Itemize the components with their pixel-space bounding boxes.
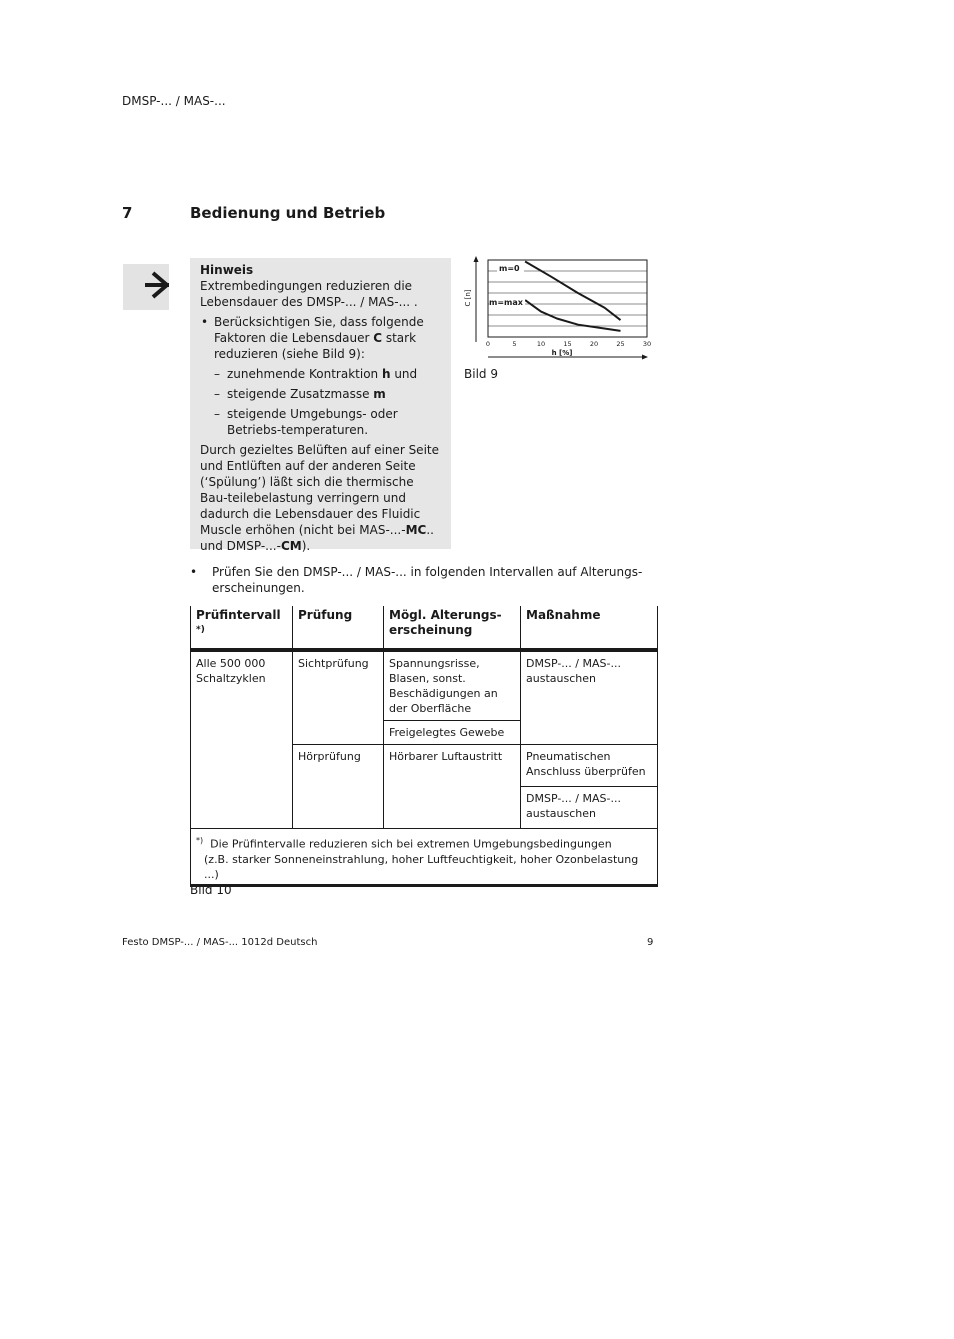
header-interval-sup: *) xyxy=(196,625,205,635)
x-tick-label: 30 xyxy=(642,340,652,348)
dash-bold-2: m xyxy=(373,387,386,401)
note-para-text-3: ). xyxy=(301,539,311,553)
inspection-bullet-text: Prüfen Sie den DMSP-... / MAS-... in folgenden Intervallen auf Alterungs-erscheinungen. xyxy=(212,565,643,595)
arrow-right-icon xyxy=(123,264,169,310)
section-title: Bedienung und Betrieb xyxy=(190,204,386,222)
x-tick-label: 15 xyxy=(563,340,572,348)
note-intro: Extrembedingungen reduzieren die Lebensdauer des DMSP-... / MAS-... . xyxy=(200,279,418,309)
dash-marker: – xyxy=(214,407,220,421)
header-interval-text: Prüfintervall xyxy=(196,608,281,622)
figure-10-caption: Bild 10 xyxy=(190,883,232,897)
cell-check-audio: Hörprüfung xyxy=(293,745,384,829)
bullet-marker: • xyxy=(201,315,209,329)
series-label-mmax: m=max xyxy=(489,298,523,307)
dash-bold-1: h xyxy=(381,367,391,381)
cell-sign-cracks: Spannungsrisse, Blasen, sonst. Beschädigungen an der Oberfläche xyxy=(384,650,521,721)
header-interval xyxy=(191,606,293,650)
x-tick-label: 20 xyxy=(589,340,599,348)
dash-marker: – xyxy=(214,367,220,381)
cell-sign-fabric: Freigelegtes Gewebe xyxy=(384,721,521,745)
dash-text-1: zunehmende Kontraktion xyxy=(227,367,382,381)
chart-series xyxy=(525,262,620,331)
header-check: Prüfung xyxy=(293,606,384,650)
x-tick-labels xyxy=(486,340,651,348)
note-paragraph xyxy=(200,442,443,554)
cell-sign-air: Hörbarer Luftaustritt xyxy=(384,745,521,829)
cell-measure-replace-2: DMSP-... / MAS-... austauschen xyxy=(521,787,658,829)
inspection-table xyxy=(190,606,658,887)
x-axis-label: h [%] xyxy=(551,349,573,357)
note-bullet-text-1: Berücksichtigen Sie, dass folgende Faktoren die Lebensdauer xyxy=(214,315,424,345)
cell-check-visual: Sichtprüfung xyxy=(293,650,384,745)
x-tick-label: 5 xyxy=(512,340,517,348)
note-para-text-1: Durch gezieltes Belüften auf einer Seite und Entlüften auf der anderen Seite (‘Spülung’) läßt sich die thermische Bau-teilebelastung verringern und dadurch die Lebensdauer des Fluidic Muscle erhöhen (nicht bei MAS-...- xyxy=(200,443,439,537)
x-tick-label: 10 xyxy=(536,340,546,348)
note-heading: Hinweis xyxy=(200,263,254,277)
note-bullet-text-2: stark reduzieren (siehe Bild 9): xyxy=(214,331,417,361)
dash-text-3: steigende Umgebungs- oder Betriebs-temperaturen. xyxy=(227,407,398,437)
note-dash-item-3 xyxy=(200,406,443,438)
table-footnote-row xyxy=(191,829,658,886)
y-axis-label: C [n] xyxy=(464,289,472,307)
table-header-row xyxy=(191,606,658,650)
lifetime-chart xyxy=(461,254,661,360)
note-bullet xyxy=(200,314,443,362)
footnote-text-1: Die Prüfintervalle reduzieren sich bei extremen Umgebungsbedingungen xyxy=(210,837,612,851)
cell-measure-replace-1: DMSP-... / MAS-... austauschen xyxy=(521,650,658,745)
bullet-marker: • xyxy=(190,565,198,579)
x-tick-label: 25 xyxy=(616,340,625,348)
note-bullet-bold: C xyxy=(373,331,383,345)
series-label-m0: m=0 xyxy=(499,264,520,273)
note-para-bold-1: MC xyxy=(405,523,427,537)
section-number: 7 xyxy=(122,204,133,222)
page-number: 9 xyxy=(647,937,654,948)
x-tick-label: 0 xyxy=(485,340,491,348)
y-axis-arrowhead xyxy=(474,256,479,262)
footnote-mark: *) xyxy=(196,836,204,845)
header-measure: Maßnahme xyxy=(521,606,658,650)
note-para-bold-2: CM xyxy=(280,539,302,553)
dash-marker: – xyxy=(214,387,220,401)
table-row xyxy=(191,650,658,721)
note-dash-item-2 xyxy=(200,386,443,402)
cell-interval: Alle 500 000 Schaltzyklen xyxy=(191,650,293,829)
note-dash-item-1 xyxy=(200,366,443,382)
table-footnote xyxy=(191,829,658,886)
figure-9-caption: Bild 9 xyxy=(464,367,498,381)
footnote-line-2: (z.B. starker Sonneneinstrahlung, hoher Luftfeuchtigkeit, hoher Ozonbelastung ...) xyxy=(204,852,639,881)
header-sign: Mögl. Alterungs-erscheinung xyxy=(384,606,521,650)
footnote-line-1 xyxy=(196,833,652,852)
page-footer: Festo DMSP-... / MAS-... 1012d Deutsch xyxy=(122,937,318,948)
x-axis-arrowhead xyxy=(642,355,648,360)
inspection-bullet xyxy=(190,564,660,596)
note-arrow-box xyxy=(123,264,169,310)
note-box xyxy=(190,258,451,553)
dash-text-2: steigende Zusatzmasse xyxy=(227,387,374,401)
cell-measure-pneumatic: Pneumatischen Anschluss überprüfen xyxy=(521,745,658,787)
note-para-text-2: .. und DMSP-...- xyxy=(200,523,434,553)
dash-after-1: und xyxy=(390,367,418,381)
running-header: DMSP-... / MAS-... xyxy=(122,94,226,108)
